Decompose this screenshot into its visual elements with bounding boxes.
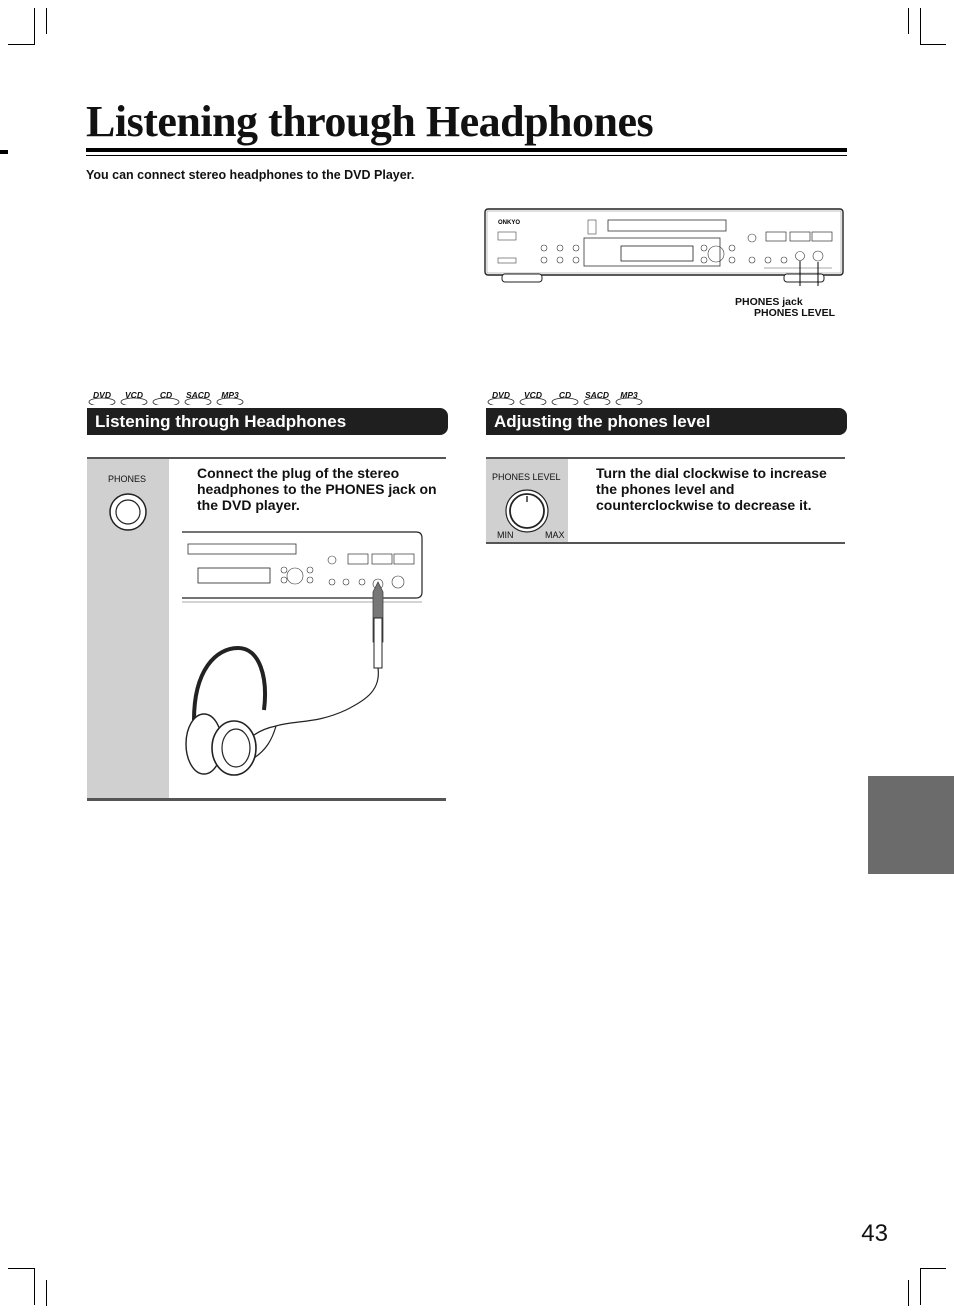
disc-badges-left <box>88 391 244 405</box>
step-rule-bottom <box>87 798 446 801</box>
disc-badge: CD <box>152 391 180 405</box>
dial-max-label: MAX <box>545 530 565 540</box>
title-rule-thin <box>86 155 847 156</box>
section-heading-adjusting: Adjusting the phones level <box>486 408 847 435</box>
disc-badge: DVD <box>487 391 515 405</box>
disc-badge: CD <box>551 391 579 405</box>
step-instruction-connect: Connect the plug of the stereo headphones to the PHONES jack on the DVD player. <box>197 465 437 513</box>
disc-badge: MP3 <box>216 391 244 405</box>
disc-badge: MP3 <box>615 391 643 405</box>
phones-level-dial-icon <box>504 488 550 534</box>
phones-icon-label: PHONES <box>108 474 147 484</box>
step-rule-bottom <box>486 542 845 544</box>
intro-text: You can connect stereo headphones to the DVD Player. <box>86 168 415 182</box>
callout-phones-jack: PHONES jack <box>735 296 803 308</box>
disc-badge: DVD <box>88 391 116 405</box>
step-instruction-adjust: Turn the dial clockwise to increase the phones level and counterclockwise to decrease it. <box>596 465 827 513</box>
page-number: 43 <box>861 1220 888 1247</box>
disc-badge: VCD <box>120 391 148 405</box>
phones-level-icon-label: PHONES LEVEL <box>492 472 561 482</box>
callout-phones-level: PHONES LEVEL <box>754 307 836 319</box>
disc-badge: VCD <box>519 391 547 405</box>
headphones-connection-illustration <box>176 530 438 792</box>
dial-min-label: MIN <box>497 530 514 540</box>
phones-jack-icon <box>108 492 148 532</box>
section-heading-listening: Listening through Headphones <box>87 408 448 435</box>
title-rule <box>86 148 847 152</box>
dvd-player-front-illustration <box>484 208 846 286</box>
chapter-side-tab <box>868 776 954 874</box>
page-title: Listening through Headphones <box>86 97 654 146</box>
disc-badges-right <box>487 391 643 405</box>
brand-logo: ONKYO <box>498 220 521 226</box>
disc-badge: SACD <box>583 391 611 405</box>
disc-badge: SACD <box>184 391 212 405</box>
